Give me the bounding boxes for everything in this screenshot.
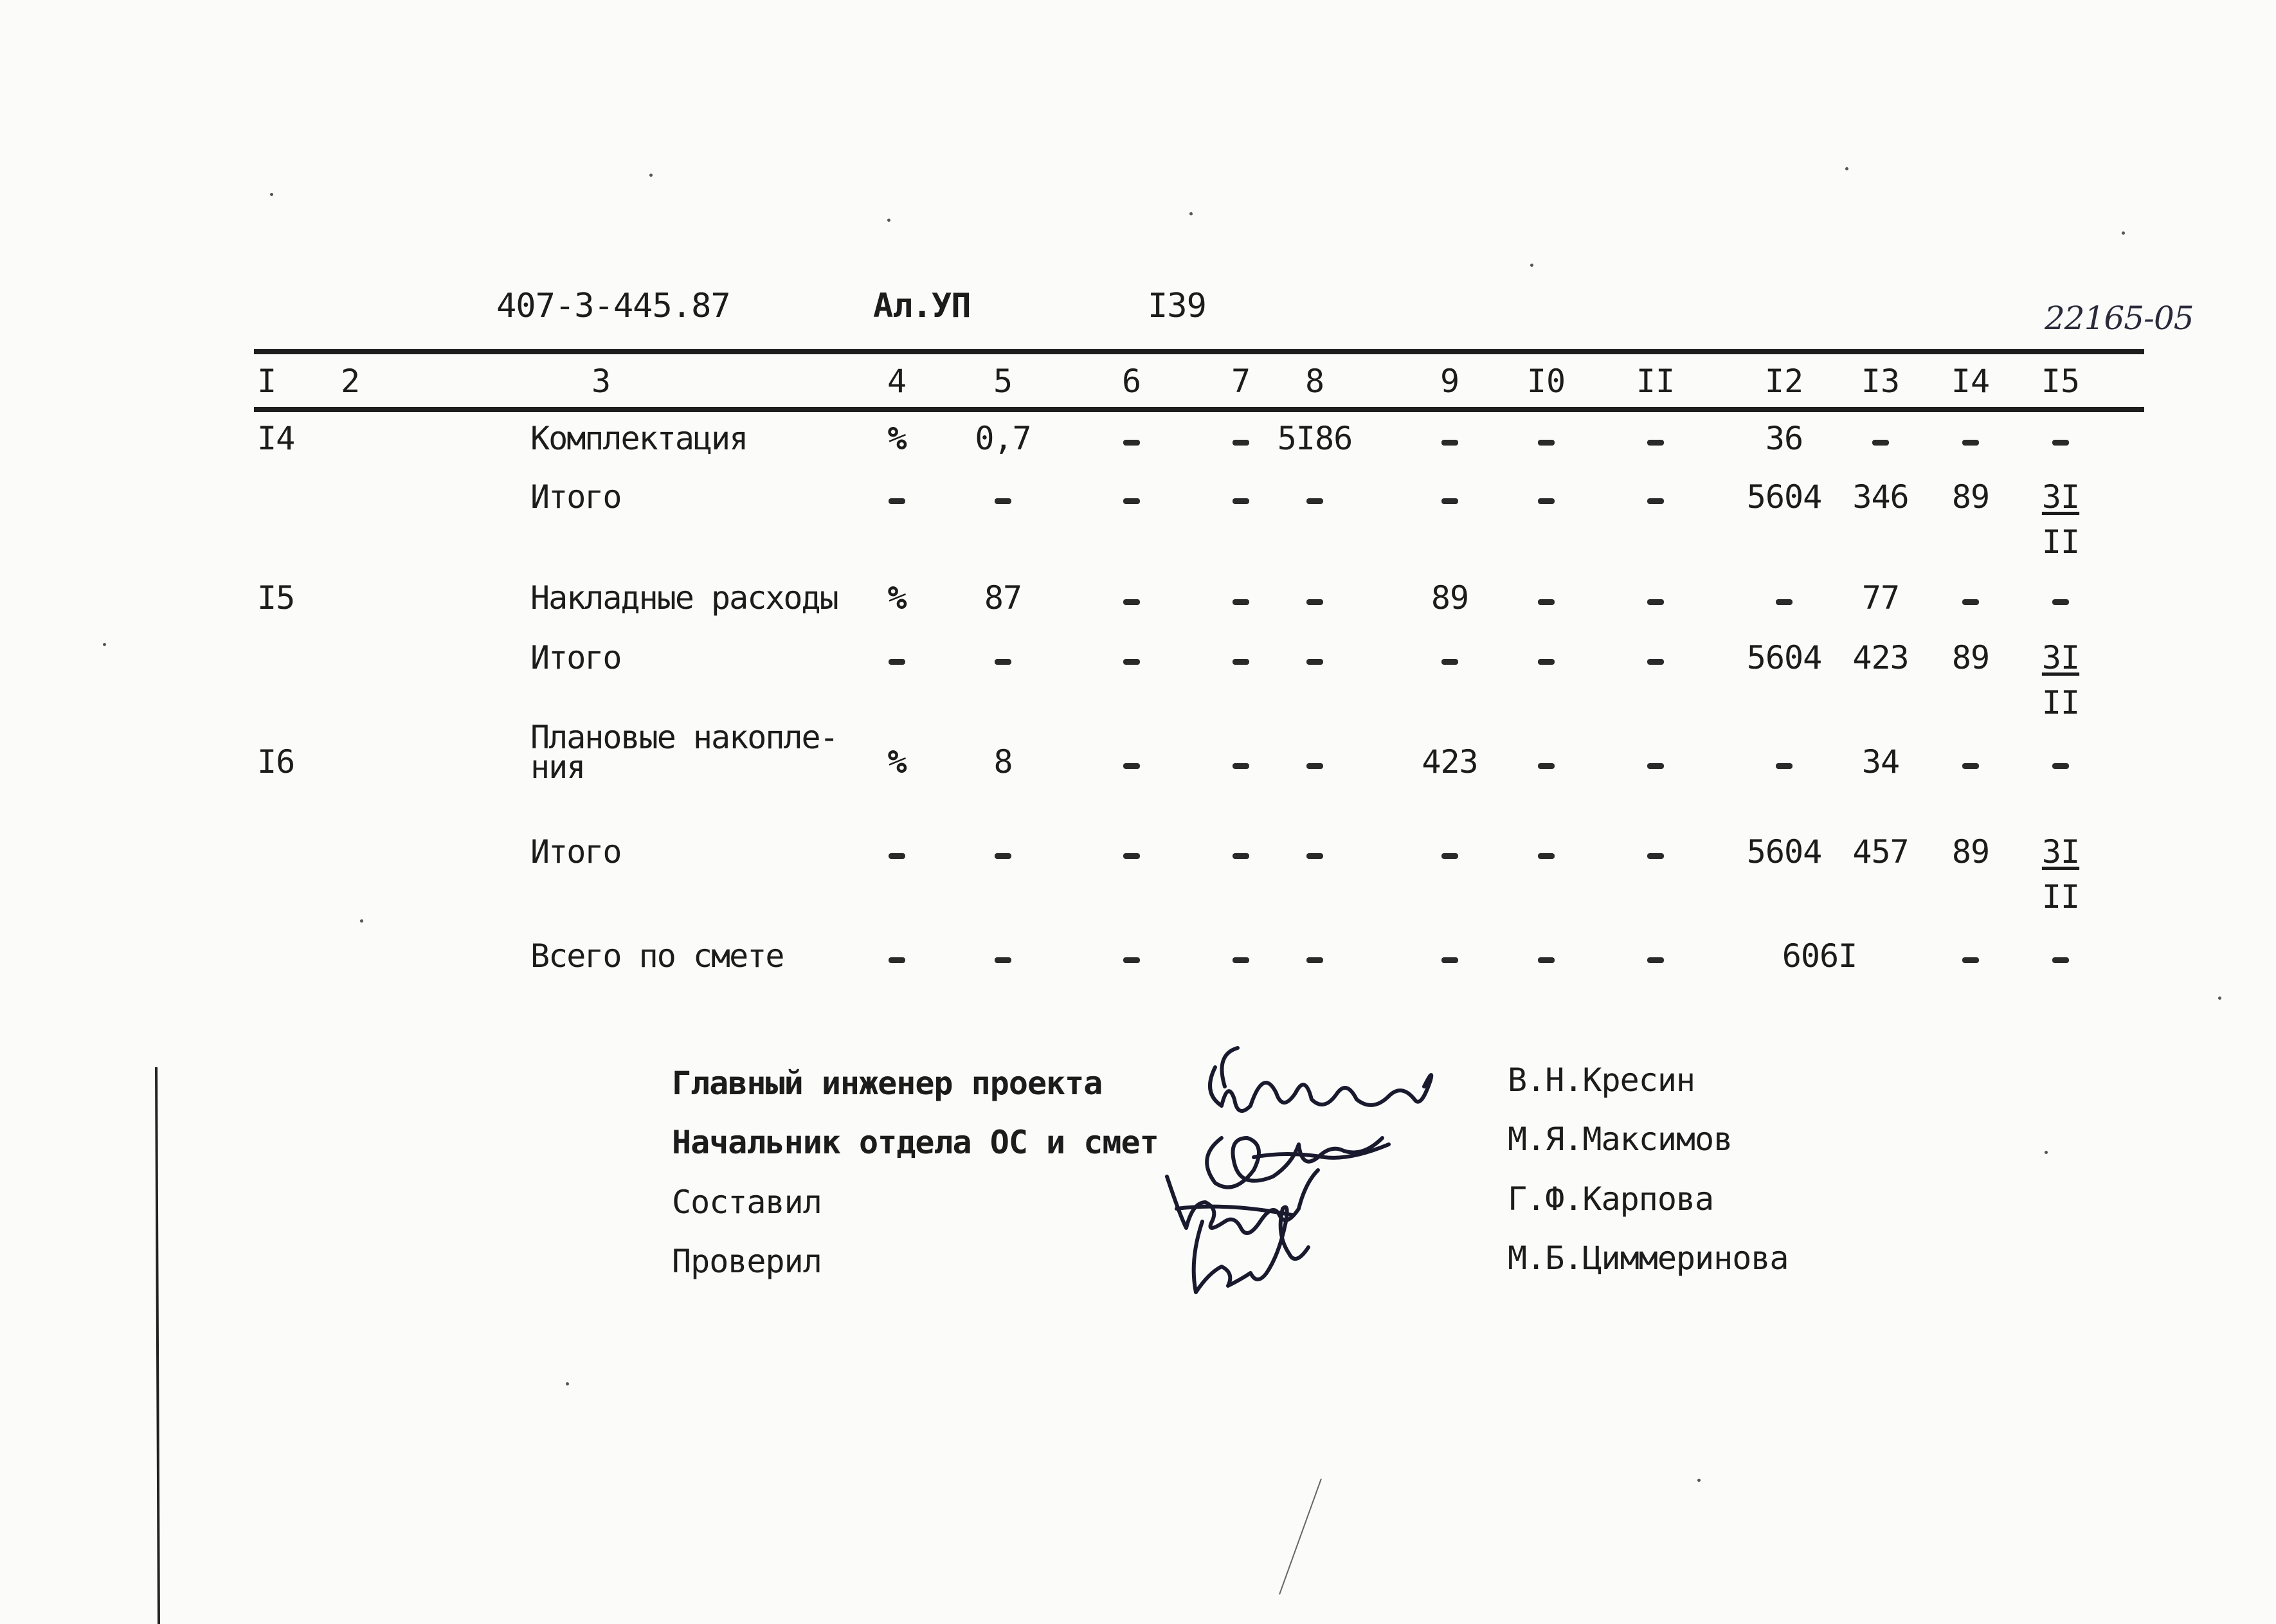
table-cell: 34 [1861, 743, 1900, 780]
fraction-denominator: II [2041, 523, 2080, 561]
empty-dash [1647, 853, 1664, 859]
signature-name: В.Н.Кресин [1508, 1061, 1695, 1099]
empty-dash [1123, 659, 1140, 665]
column-header: 9 [1440, 363, 1460, 400]
fraction-numerator: 3I [2041, 833, 2080, 871]
empty-dash [1123, 440, 1140, 446]
table-cell: 0,7 [975, 420, 1031, 457]
row-number: I6 [257, 743, 295, 780]
empty-dash [2052, 599, 2069, 605]
table-cell: 423 [1422, 743, 1478, 780]
column-header: I2 [1764, 363, 1804, 400]
empty-dash [1441, 498, 1458, 504]
empty-dash [1538, 763, 1555, 769]
table-cell: % [887, 420, 907, 457]
table-cell: 423 [1852, 639, 1909, 676]
row-number: I5 [257, 579, 295, 617]
empty-dash [1306, 599, 1323, 605]
empty-dash [1441, 853, 1458, 859]
empty-dash [1123, 498, 1140, 504]
column-header: 5 [993, 363, 1013, 400]
empty-dash [2052, 440, 2069, 446]
table-cell: 89 [1431, 579, 1469, 617]
row-name: Итого [530, 833, 621, 871]
scan-speck [270, 193, 273, 196]
scan-speck [1530, 264, 1533, 267]
empty-dash [995, 957, 1011, 963]
table-cell: 346 [1852, 478, 1909, 516]
empty-dash [1538, 853, 1555, 859]
empty-dash [889, 498, 905, 504]
row-name: Итого [530, 639, 621, 676]
empty-dash [1123, 763, 1140, 769]
empty-dash [1776, 599, 1793, 605]
empty-dash [1962, 763, 1979, 769]
row-number: I4 [257, 420, 295, 457]
row-name: Плановые накопле- [530, 719, 838, 756]
empty-dash [1306, 498, 1323, 504]
column-header: I [257, 363, 277, 400]
table-cell: 457 [1852, 833, 1909, 871]
row-name: Итого [530, 478, 621, 516]
empty-dash [1233, 957, 1249, 963]
scan-speck [1189, 212, 1193, 215]
empty-dash [995, 853, 1011, 859]
empty-dash [1123, 853, 1140, 859]
fraction-denominator: II [2041, 878, 2080, 916]
signature-name: М.Б.Циммеринова [1508, 1240, 1789, 1277]
empty-dash [889, 659, 905, 665]
doc-number: 407-3-445.87 [496, 287, 730, 325]
signature-role: Составил [672, 1184, 822, 1221]
column-header: 7 [1231, 363, 1251, 400]
empty-dash [1962, 599, 1979, 605]
grand-total: 606I [1782, 937, 1857, 975]
empty-dash [2052, 957, 2069, 963]
scan-speck [2122, 231, 2125, 235]
table-cell: 5604 [1746, 478, 1822, 516]
fraction-cell [2041, 639, 2080, 721]
empty-dash [1233, 498, 1249, 504]
fraction-numerator: 3I [2041, 639, 2080, 676]
scan-speck [887, 219, 890, 222]
empty-dash [1306, 853, 1323, 859]
row-name: Всего по смете [530, 937, 784, 975]
row-name: Накладные расходы [530, 579, 838, 617]
empty-dash [1306, 659, 1323, 665]
empty-dash [995, 659, 1011, 665]
empty-dash [1123, 957, 1140, 963]
column-header: 8 [1305, 363, 1325, 400]
table-cell: 89 [1951, 639, 1990, 676]
column-header: 6 [1121, 363, 1142, 400]
empty-dash [1962, 957, 1979, 963]
empty-dash [1647, 498, 1664, 504]
column-header: I0 [1526, 363, 1566, 400]
empty-dash [1647, 440, 1664, 446]
signature-role: Проверил [672, 1243, 822, 1280]
row-name: Комплектация [530, 420, 748, 457]
table-cell: % [887, 579, 907, 617]
archive-number: 22165-05 [2045, 300, 2194, 337]
scan-speck [360, 919, 363, 923]
scan-speck [2218, 997, 2221, 1000]
row-name: ния [530, 748, 585, 786]
signature-name: М.Я.Максимов [1508, 1121, 1733, 1158]
empty-dash [1123, 599, 1140, 605]
table-cell: 89 [1951, 478, 1990, 516]
scan-speck [1845, 167, 1848, 170]
scan-speck [103, 643, 106, 646]
empty-dash [1647, 659, 1664, 665]
empty-dash [889, 957, 905, 963]
empty-dash [1647, 957, 1664, 963]
empty-dash [1962, 440, 1979, 446]
page-number: I39 [1148, 287, 1206, 325]
empty-dash [1441, 440, 1458, 446]
empty-dash [1872, 440, 1889, 446]
table-cell: 5I86 [1277, 420, 1353, 457]
empty-dash [1306, 957, 1323, 963]
column-header: II [1636, 363, 1675, 400]
column-header: I5 [2041, 363, 2081, 400]
table-header-rule [254, 407, 2144, 412]
fraction-cell [2041, 833, 2080, 916]
empty-dash [1233, 763, 1249, 769]
table-top-rule [254, 349, 2144, 354]
empty-dash [2052, 763, 2069, 769]
empty-dash [1233, 599, 1249, 605]
fraction-denominator: II [2041, 684, 2080, 721]
scan-speck [1697, 1479, 1701, 1482]
column-header: 2 [341, 363, 361, 400]
table-cell: 5604 [1746, 639, 1822, 676]
column-header: 4 [887, 363, 907, 400]
empty-dash [1647, 763, 1664, 769]
column-header: I4 [1951, 363, 1991, 400]
table-cell: 8 [993, 743, 1013, 780]
album-label: Ал.УП [873, 287, 971, 325]
empty-dash [1233, 440, 1249, 446]
fraction-cell [2041, 478, 2080, 561]
table-cell: 36 [1765, 420, 1803, 457]
scan-speck [566, 1382, 569, 1385]
table-cell: 87 [984, 579, 1022, 617]
empty-dash [1441, 957, 1458, 963]
empty-dash [1647, 599, 1664, 605]
empty-dash [1441, 659, 1458, 665]
empty-dash [1776, 763, 1793, 769]
empty-dash [995, 498, 1011, 504]
empty-dash [1538, 498, 1555, 504]
scan-speck [2045, 1151, 2048, 1154]
empty-dash [1538, 957, 1555, 963]
signature-name: Г.Ф.Карпова [1508, 1180, 1714, 1218]
empty-dash [1538, 659, 1555, 665]
empty-dash [1538, 440, 1555, 446]
empty-dash [889, 853, 905, 859]
scan-speck [649, 174, 653, 177]
empty-dash [1233, 853, 1249, 859]
empty-dash [1306, 763, 1323, 769]
empty-dash [1233, 659, 1249, 665]
column-header: 3 [592, 363, 611, 400]
signature-role: Главный инженер проекта [672, 1065, 1103, 1102]
table-cell: 77 [1861, 579, 1900, 617]
empty-dash [1538, 599, 1555, 605]
table-cell: % [887, 743, 907, 780]
signature-role: Начальник отдела ОС и смет [672, 1124, 1159, 1161]
fraction-numerator: 3I [2041, 478, 2080, 516]
table-cell: 5604 [1746, 833, 1822, 871]
column-header: I3 [1861, 363, 1901, 400]
table-cell: 89 [1951, 833, 1990, 871]
